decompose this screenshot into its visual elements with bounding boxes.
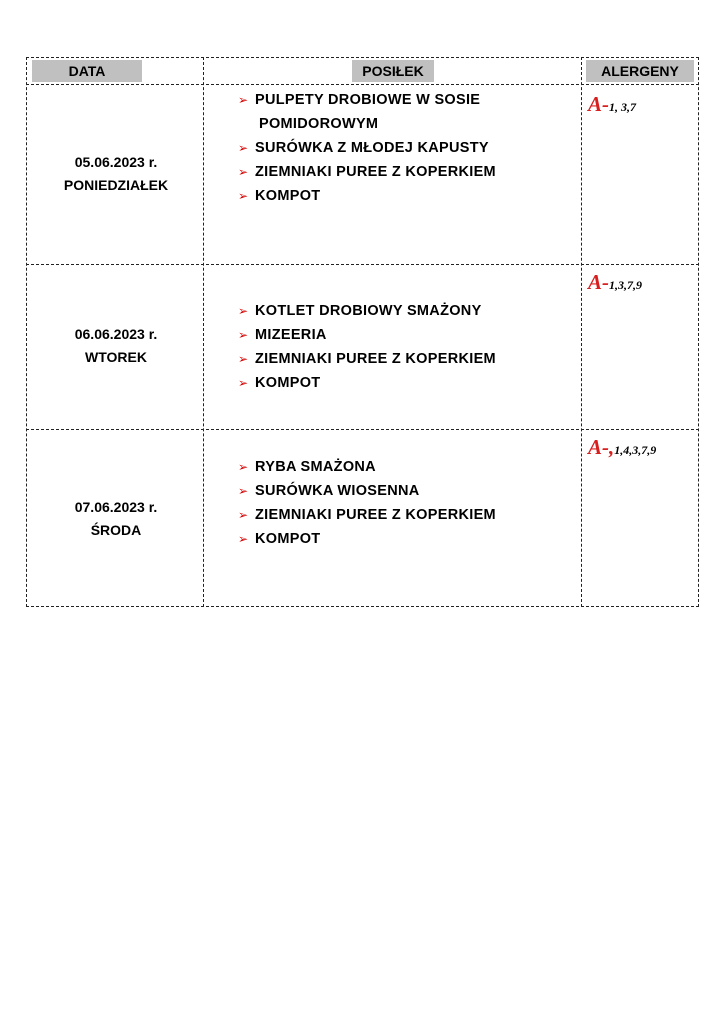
list-item: ➢ KOMPOT	[236, 527, 496, 551]
row-2-meal-list	[236, 299, 496, 395]
arrow-right-icon: ➢	[238, 189, 249, 203]
row-2-day: WTOREK	[85, 349, 147, 365]
allergen-prefix: A-,	[588, 435, 615, 459]
list-item: ➢ KOTLET DROBIOWY SMAŻONY	[236, 299, 496, 323]
list-item: ➢ KOMPOT	[236, 371, 496, 395]
allergen-prefix: A-	[588, 270, 609, 294]
arrow-right-icon: ➢	[238, 165, 249, 179]
list-item: ➢ RYBA SMAŻONA	[236, 455, 496, 479]
allergen-codes: 1,4,3,7,9	[614, 443, 657, 457]
row-3-day: ŚRODA	[90, 522, 142, 538]
header-date: DATA	[32, 60, 142, 82]
header-divider	[26, 84, 699, 85]
row-3-allergens	[588, 435, 656, 460]
row-2-date: 06.06.2023 r.	[74, 326, 158, 342]
arrow-right-icon: ➢	[238, 328, 249, 342]
header-allergens: ALERGENY	[586, 60, 694, 82]
list-item: ➢ ZIEMNIAKI PUREE Z KOPERKIEM	[236, 160, 496, 184]
row-divider-1	[26, 264, 699, 265]
list-item: ➢ KOMPOT	[236, 184, 496, 208]
row-1-meal-list	[236, 88, 496, 208]
row-2-date-cell	[30, 323, 202, 369]
column-divider-2	[581, 57, 582, 607]
header-meal: POSIŁEK	[352, 60, 434, 82]
table-border-bottom	[26, 606, 699, 607]
arrow-right-icon: ➢	[238, 376, 249, 390]
list-item: ➢ MIZEERIA	[236, 323, 496, 347]
arrow-right-icon: ➢	[238, 141, 249, 155]
row-divider-2	[26, 429, 699, 430]
table-border-top	[26, 57, 699, 58]
list-item: ➢ ZIEMNIAKI PUREE Z KOPERKIEM	[236, 347, 496, 371]
row-3-meal-list	[236, 455, 496, 551]
row-3-date: 07.06.2023 r.	[74, 499, 158, 515]
arrow-right-icon: ➢	[238, 484, 249, 498]
list-item: ➢ SURÓWKA WIOSENNA	[236, 479, 496, 503]
arrow-right-icon: ➢	[238, 460, 249, 474]
allergen-codes: 1,3,7,9	[609, 278, 642, 292]
list-item: ➢ SURÓWKA Z MŁODEJ KAPUSTY	[236, 136, 496, 160]
allergen-prefix: A-	[588, 92, 609, 116]
allergen-codes: 1, 3,7	[609, 100, 636, 114]
arrow-right-icon: ➢	[238, 93, 249, 107]
column-divider-1	[203, 57, 204, 607]
arrow-right-icon: ➢	[238, 532, 249, 546]
row-1-day: PONIEDZIAŁEK	[63, 177, 169, 193]
arrow-right-icon: ➢	[238, 352, 249, 366]
arrow-right-icon: ➢	[238, 508, 249, 522]
arrow-right-icon: ➢	[238, 304, 249, 318]
row-1-date-cell	[30, 151, 202, 197]
row-1-date: 05.06.2023 r.	[74, 154, 158, 170]
row-1-allergens	[588, 92, 636, 117]
list-item: ➢ PULPETY DROBIOWE W SOSIE POMIDOROWYM	[236, 88, 496, 136]
table-border-left	[26, 57, 27, 607]
table-border-right	[698, 57, 699, 607]
list-item: ➢ ZIEMNIAKI PUREE Z KOPERKIEM	[236, 503, 496, 527]
row-3-date-cell	[30, 496, 202, 542]
row-2-allergens	[588, 270, 642, 295]
